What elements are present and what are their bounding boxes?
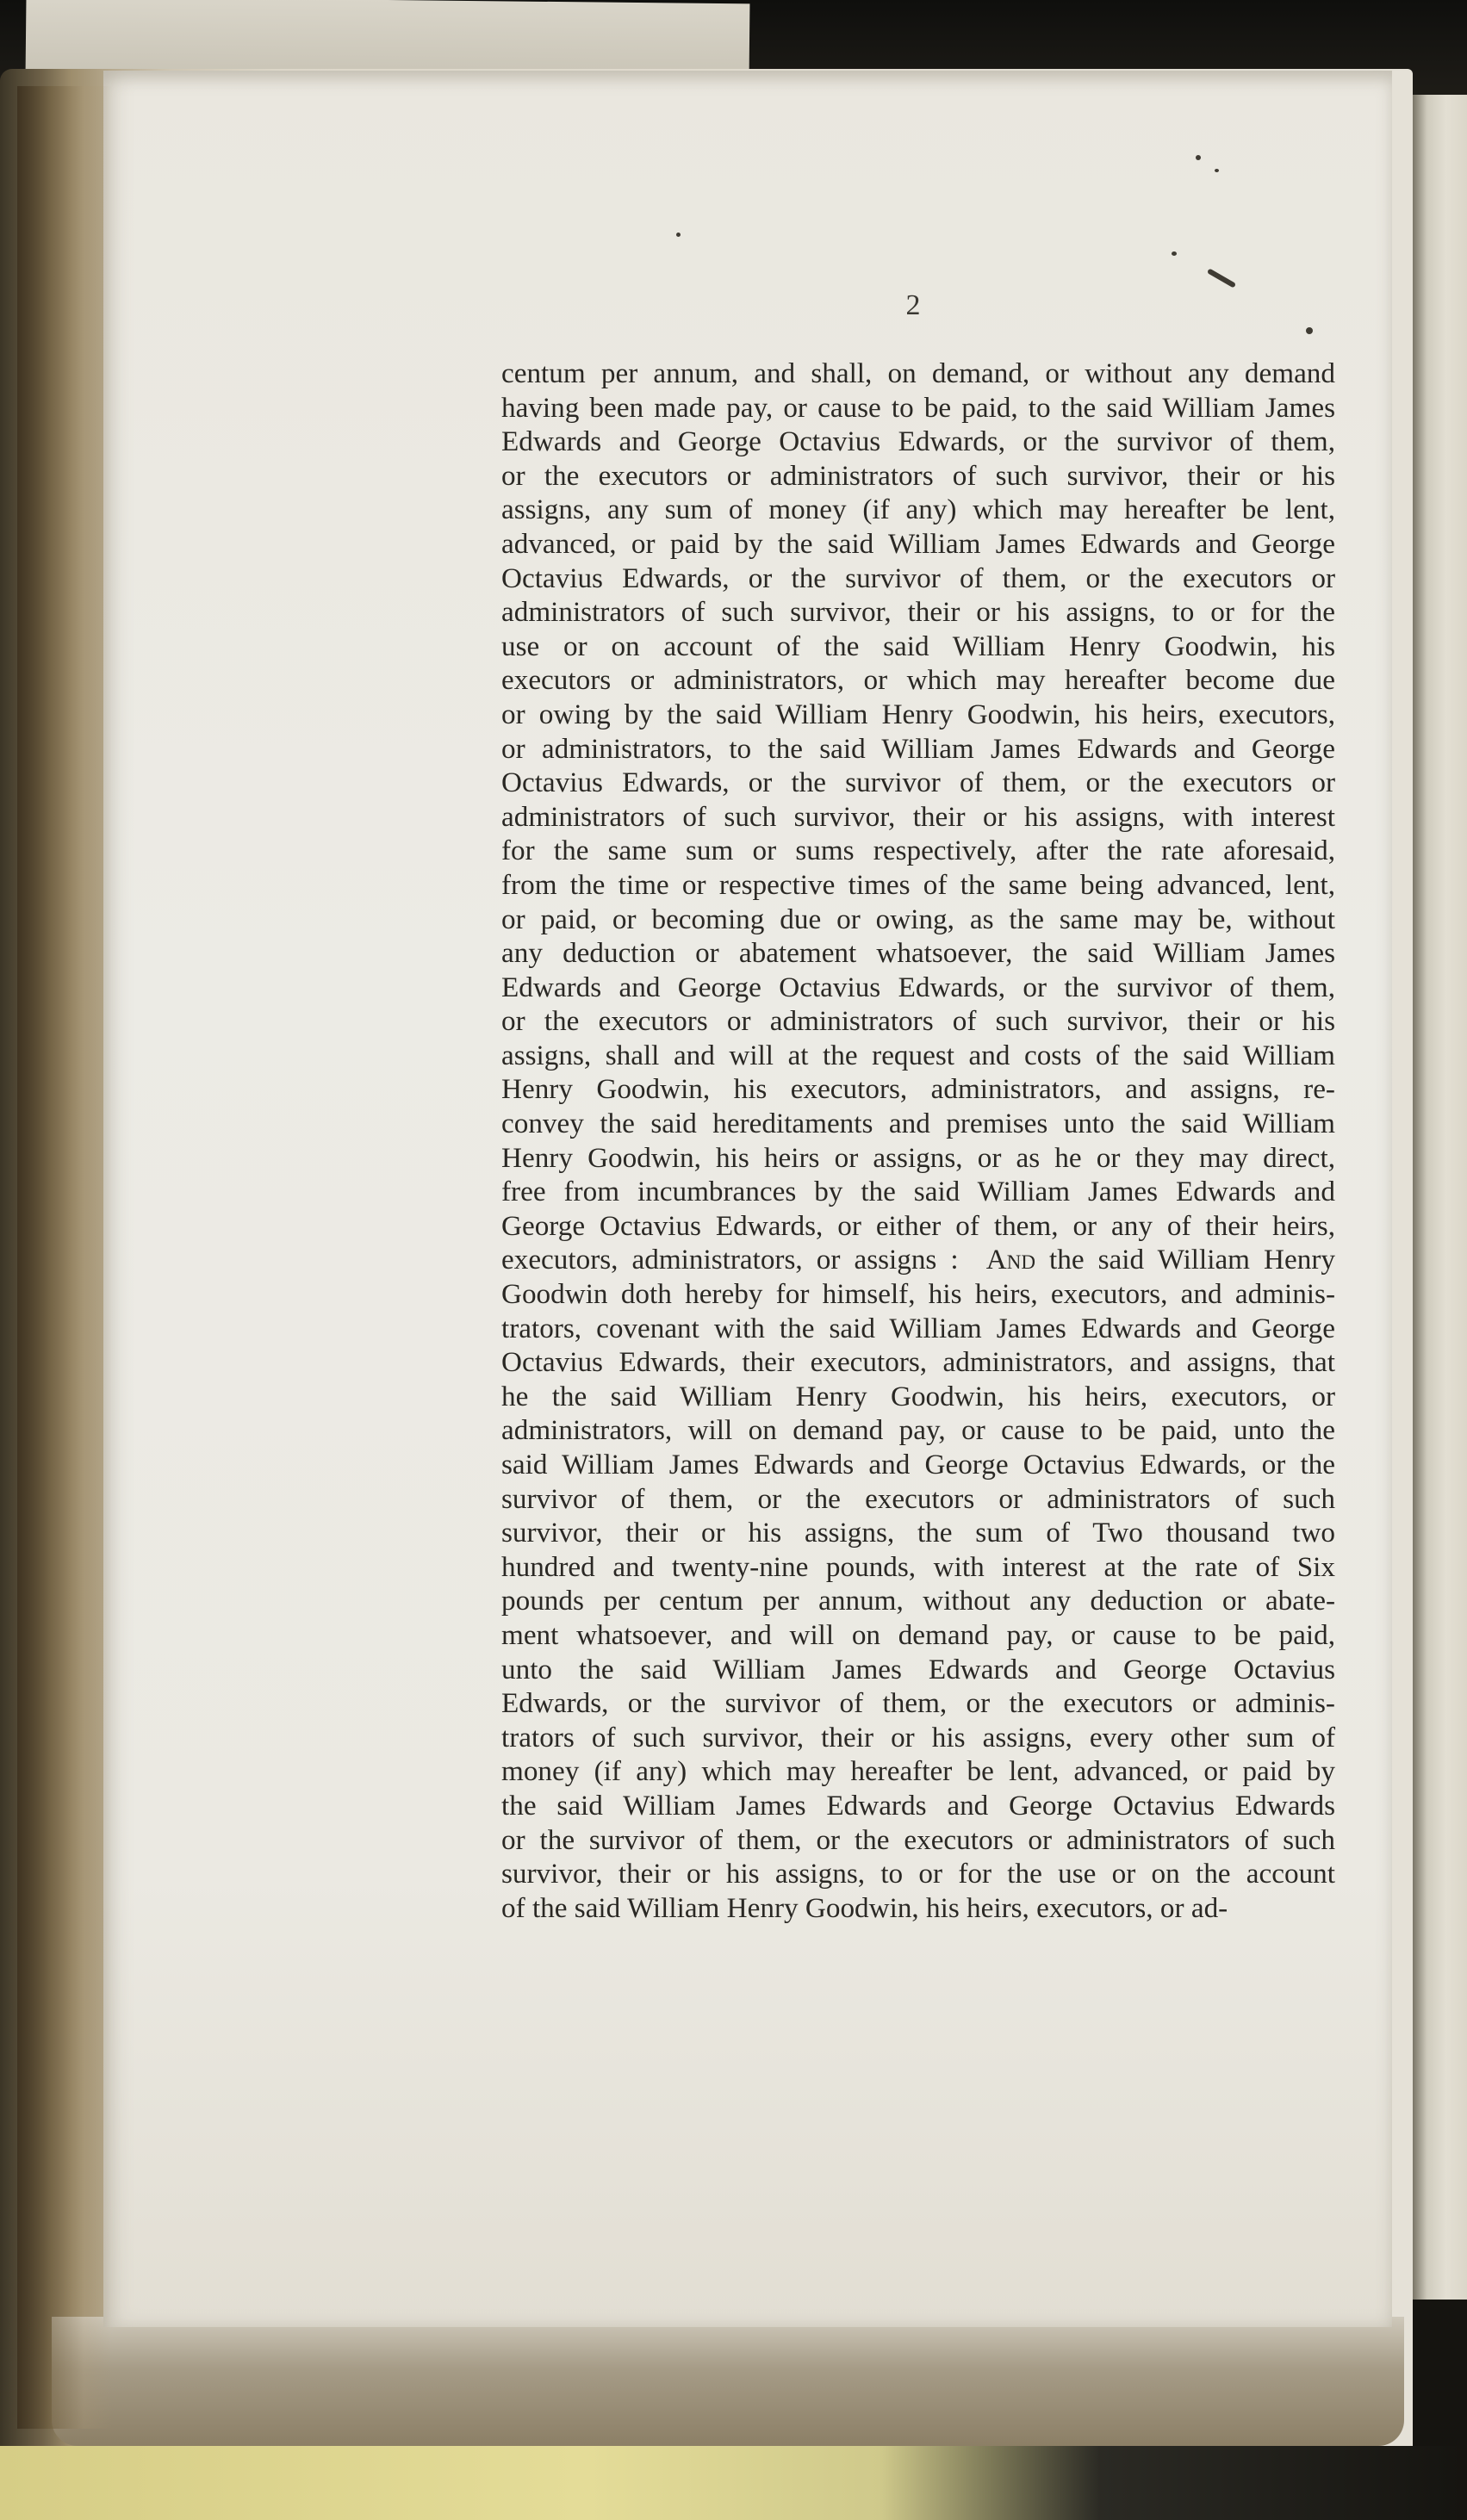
text-line: or owing by the said William Henry Goodwin, his heirs, executors, bbox=[501, 698, 1335, 730]
text-line: assigns, shall and will at the request and costs of the said William bbox=[501, 1039, 1335, 1071]
text-line: assigns, any sum of money (if any) which may hereafter be lent, bbox=[501, 493, 1335, 526]
bottom-strip bbox=[0, 2446, 1467, 2520]
ink-speck bbox=[1196, 155, 1201, 160]
text-line: advanced, or paid by the said William James Edwards and George bbox=[501, 527, 1335, 560]
text-line: or the survivor of them, or the executors or administrators of such bbox=[501, 1823, 1335, 1856]
text-line: hundred and twenty-nine pounds, with interest at the rate of Six bbox=[501, 1550, 1335, 1583]
text-line: having been made pay, or cause to be paid, to the said William James bbox=[501, 391, 1335, 424]
text-line: from the time or respective times of the same being advanced, lent, bbox=[501, 868, 1335, 901]
text-line: ment whatsoever, and will on demand pay, or cause to be paid, bbox=[501, 1618, 1335, 1651]
text-line: unto the said William James Edwards and George Octavius bbox=[501, 1653, 1335, 1685]
body-text bbox=[501, 357, 1335, 1925]
text-line: pounds per centum per annum, without any deduction or abate- bbox=[501, 1585, 1335, 1617]
text-line: use or on account of the said William Henry Goodwin, his bbox=[501, 630, 1335, 662]
small-caps-and: And bbox=[985, 1244, 1035, 1276]
text-line: Edwards, or the survivor of them, or the executors or adminis- bbox=[501, 1687, 1335, 1720]
text-line: free from incumbrances by the said William James Edwards and bbox=[501, 1176, 1335, 1208]
text-line: centum per annum, and shall, on demand, or without any demand bbox=[501, 357, 1335, 389]
text-line-mixed bbox=[501, 1243, 1335, 1277]
text-line: the said William James Edwards and George Octavius Edwards bbox=[501, 1789, 1335, 1822]
text-line: administrators of such survivor, their or his assigns, to or for the bbox=[501, 596, 1335, 629]
text-line: Henry Goodwin, his heirs or assigns, or as he or they may direct, bbox=[501, 1141, 1335, 1174]
text-line: or the executors or administrators of such survivor, their or his bbox=[501, 1005, 1335, 1038]
ink-speck bbox=[676, 233, 681, 237]
text-line: Octavius Edwards, their executors, administrators, and assigns, that bbox=[501, 1346, 1335, 1379]
text-segment: the said William Henry bbox=[1035, 1244, 1335, 1276]
text-line: convey the said hereditaments and premises unto the said William bbox=[501, 1108, 1335, 1140]
text-line: he the said William Henry Goodwin, his heirs, executors, or bbox=[501, 1380, 1335, 1412]
text-line: Octavius Edwards, or the survivor of them, or the executors or bbox=[501, 562, 1335, 594]
text-line: administrators of such survivor, their or his assigns, with interest bbox=[501, 800, 1335, 833]
text-line: executors or administrators, or which may hereafter become due bbox=[501, 664, 1335, 697]
ink-speck bbox=[1306, 327, 1313, 334]
ink-speck bbox=[1172, 251, 1177, 256]
text-line: Goodwin doth hereby for himself, his heirs, executors, and adminis- bbox=[501, 1278, 1335, 1311]
text-line: any deduction or abatement whatsoever, the said William James bbox=[501, 937, 1335, 970]
text-line: or administrators, to the said William James Edwards and George bbox=[501, 732, 1335, 765]
text-line: George Octavius Edwards, or either of them, or any of their heirs, bbox=[501, 1209, 1335, 1242]
text-line: trators of such survivor, their or his assigns, every other sum of bbox=[501, 1721, 1335, 1753]
page-bottom-edge bbox=[52, 2317, 1404, 2446]
ink-speck bbox=[1215, 169, 1219, 172]
text-line: administrators, will on demand pay, or cause to be paid, unto the bbox=[501, 1414, 1335, 1447]
text-line: money (if any) which may hereafter be lent, advanced, or paid by bbox=[501, 1755, 1335, 1788]
text-segment: executors, administrators, or assigns : bbox=[501, 1244, 959, 1276]
text-line: survivor, their or his assigns, the sum of Two thousand two bbox=[501, 1517, 1335, 1549]
text-line: said William James Edwards and George Octavius Edwards, or the bbox=[501, 1449, 1335, 1480]
text-line: Edwards and George Octavius Edwards, or the survivor of them, bbox=[501, 425, 1335, 458]
text-line: survivor, their or his assigns, to or for the use or on the account bbox=[501, 1858, 1335, 1890]
page-number: 2 bbox=[905, 289, 921, 321]
text-line: of the said William Henry Goodwin, his heirs, executors, or ad- bbox=[501, 1891, 1228, 1924]
text-line: survivor of them, or the executors or administrators of such bbox=[501, 1482, 1335, 1515]
text-line: trators, covenant with the said William James Edwards and George bbox=[501, 1312, 1335, 1344]
text-line: or the executors or administrators of such survivor, their or his bbox=[501, 459, 1335, 492]
text-line: or paid, or becoming due or owing, as the same may be, without bbox=[501, 903, 1335, 935]
text-line: Henry Goodwin, his executors, administrators, and assigns, re- bbox=[501, 1073, 1335, 1106]
spine-shadow bbox=[17, 86, 112, 2429]
text-line: Edwards and George Octavius Edwards, or the survivor of them, bbox=[501, 971, 1335, 1003]
text-line: for the same sum or sums respectively, after the rate aforesaid, bbox=[501, 835, 1335, 867]
text-line: Octavius Edwards, or the survivor of them, or the executors or bbox=[501, 767, 1335, 799]
